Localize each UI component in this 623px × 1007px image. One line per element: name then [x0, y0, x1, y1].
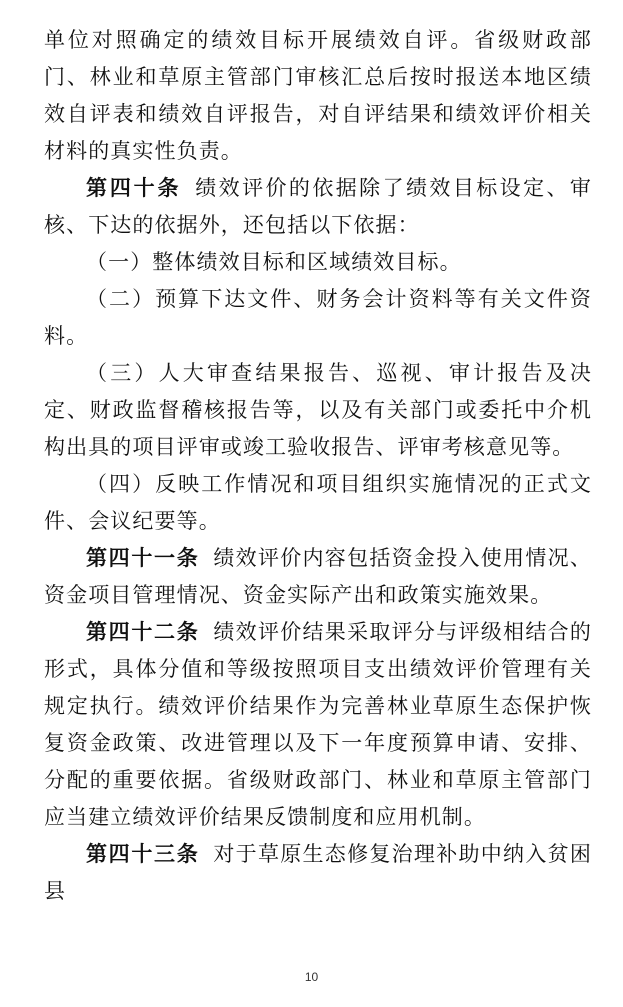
paragraph-text: 绩效评价内容包括资金投入使用情况、资金项目管理情况、资金实际产出和政策实施效果。: [44, 546, 592, 607]
paragraph-text: 单位对照确定的绩效目标开展绩效自评。省级财政部门、林业和草原主管部门审核汇总后按时报送本地区绩效自评表和绩效自评报告，对自评结果和绩效评价相关材料的真实性负责。: [44, 28, 592, 163]
article-43: [44, 836, 592, 910]
article-heading: 第四十三条: [86, 842, 200, 866]
paragraph-text: （四）反映工作情况和项目组织实施情况的正式文件、会议纪要等。: [44, 472, 592, 533]
paragraph-text: 对于草原生态修复治理补助中纳入贫困县: [44, 842, 592, 903]
article-42: [44, 614, 592, 836]
list-item-3: [44, 355, 592, 466]
paragraph-continuation: [44, 22, 592, 170]
list-item-1: [44, 244, 592, 281]
article-40: [44, 170, 592, 244]
document-body: [44, 22, 592, 910]
article-heading: 第四十一条: [86, 546, 200, 570]
article-41: [44, 540, 592, 614]
article-heading: 第四十二条: [86, 620, 200, 644]
paragraph-text: （三）人大审查结果报告、巡视、审计报告及决定、财政监督稽核报告等，以及有关部门或委托中介机构出具的项目评审或竣工验收报告、评审考核意见等。: [44, 361, 592, 459]
paragraph-text: （一）整体绩效目标和区域绩效目标。: [86, 250, 462, 274]
list-item-4: [44, 466, 592, 540]
paragraph-text: 绩效评价结果采取评分与评级相结合的形式，具体分值和等级按照项目支出绩效评价管理有关规定执行。绩效评价结果作为完善林业草原生态保护恢复资金政策、改进管理以及下一年度预算申请、安排、分配的重要依据。省级财政部门、林业和草原主管部门应当建立绩效评价结果反馈制度和应用机制。: [44, 620, 592, 829]
list-item-2: [44, 281, 592, 355]
article-heading: 第四十条: [86, 176, 182, 200]
paragraph-text: 绩效评价的依据除了绩效目标设定、审核、下达的依据外，还包括以下依据：: [44, 176, 593, 237]
paragraph-text: （二）预算下达文件、财务会计资料等有关文件资料。: [44, 287, 592, 348]
page-number: 10: [304, 970, 319, 984]
